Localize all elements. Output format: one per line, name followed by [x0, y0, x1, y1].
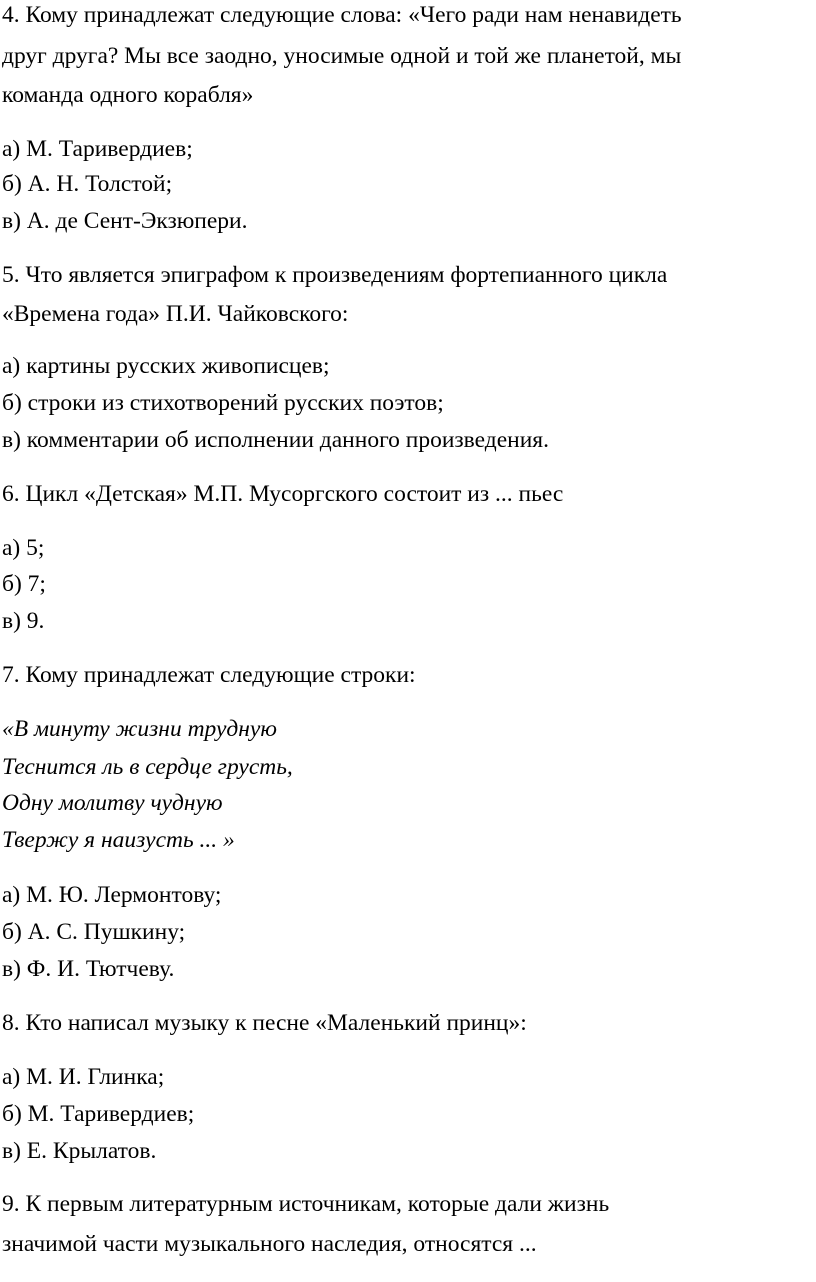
question-5-prompt-line-2: «Времена года» П.И. Чайковского:: [2, 301, 349, 327]
question-6-option-c: в) 9.: [2, 608, 45, 634]
question-7-option-c: в) Ф. И. Тютчеву.: [2, 956, 175, 982]
question-4-prompt-line-1: 4. Кому принадлежат следующие слова: «Чего ради нам ненавидеть: [2, 2, 682, 28]
question-8-prompt-line-1: 8. Кто написал музыку к песне «Маленький принц»:: [2, 1010, 527, 1036]
question-9-prompt-line-2: значимой части музыкального наследия, относятся ...: [2, 1231, 537, 1257]
question-5-prompt-line-1: 5. Что является эпиграфом к произведениям фортепианного цикла: [2, 262, 668, 288]
question-5-option-c: в) комментарии об исполнении данного произведения.: [2, 427, 549, 453]
question-8-option-c: в) Е. Крылатов.: [2, 1138, 157, 1164]
question-7-quote-line-4: Твержу я наизусть ... »: [2, 827, 235, 853]
question-4-option-a: а) М. Таривердиев;: [2, 136, 193, 162]
question-4-option-b: б) А. Н. Толстой;: [2, 171, 173, 197]
question-5-option-b: б) строки из стихотворений русских поэтов;: [2, 390, 444, 416]
question-7-prompt-line-1: 7. Кому принадлежат следующие строки:: [2, 662, 416, 688]
question-6-option-b: б) 7;: [2, 571, 46, 597]
question-7-quote-line-2: Теснится ль в сердце грусть,: [2, 754, 293, 780]
question-4-prompt-line-3: команда одного корабля»: [2, 82, 254, 108]
question-8-option-b: б) М. Таривердиев;: [2, 1101, 195, 1127]
question-8-option-a: а) М. И. Глинка;: [2, 1064, 165, 1090]
question-4-prompt-line-2: друг друга? Мы все заодно, уносимые одной и той же планетой, мы: [2, 43, 682, 69]
question-7-option-a: а) М. Ю. Лермонтову;: [2, 882, 222, 908]
question-5-option-a: а) картины русских живописцев;: [2, 353, 330, 379]
question-6-option-a: а) 5;: [2, 535, 45, 561]
question-7-quote-line-1: «В минуту жизни трудную: [2, 716, 277, 742]
question-6-prompt-line-1: 6. Цикл «Детская» М.П. Мусоргского состоит из ... пьес: [2, 481, 564, 507]
question-9-prompt-line-1: 9. К первым литературным источникам, которые дали жизнь: [2, 1191, 610, 1217]
question-7-quote-line-3: Одну молитву чудную: [2, 790, 223, 816]
question-4-option-c: в) А. де Сент-Экзюпери.: [2, 208, 248, 234]
question-7-option-b: б) А. С. Пушкину;: [2, 919, 186, 945]
